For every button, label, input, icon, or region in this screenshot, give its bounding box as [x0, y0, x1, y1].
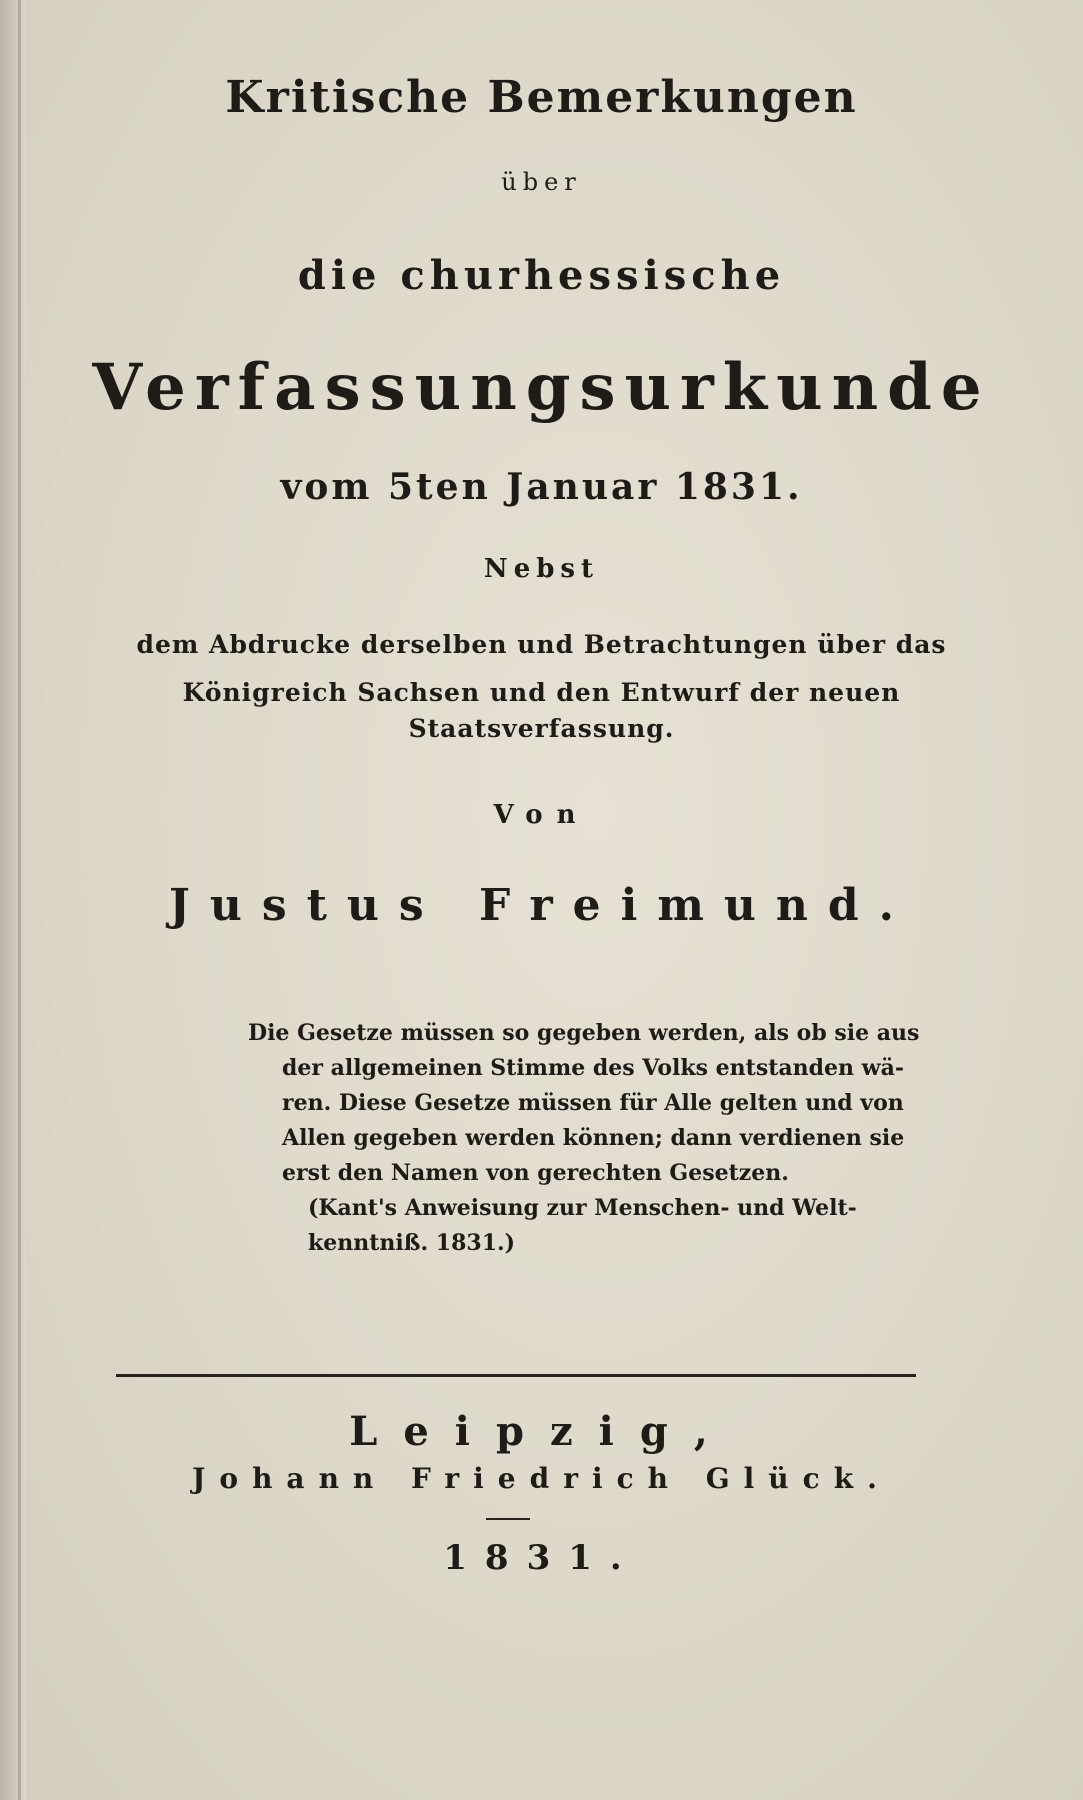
main-title: Verfassungsurkunde	[92, 350, 991, 425]
title-line-3: die churhessische	[297, 252, 786, 299]
motto-citation-line-2: kenntniß. 1831.)	[308, 1230, 516, 1256]
motto-citation-line-1: (Kant's Anweisung zur Menschen- und Welt-	[308, 1195, 857, 1221]
von-label: Von	[493, 800, 590, 830]
title-line-1: Kritische Bemerkungen	[225, 72, 858, 123]
motto-line-4: Allen gegeben werden können; dann verdienen sie	[282, 1125, 905, 1151]
nebst-label: Nebst	[483, 554, 600, 584]
subtitle-line-2: Königreich Sachsen und den Entwurf der neuen	[182, 678, 901, 707]
motto-line-2: der allgemeinen Stimme des Volks entstanden wä-	[282, 1055, 904, 1081]
subtitle-line-1: dem Abdrucke derselben und Betrachtungen über das	[136, 630, 947, 659]
title-line-2: über	[501, 168, 582, 196]
imprint-place: Leipzig,	[349, 1408, 734, 1455]
motto-line-5: erst den Namen von gerechten Gesetzen.	[282, 1160, 789, 1186]
imprint-publisher: Johann Friedrich Glück.	[192, 1462, 891, 1495]
motto-line-3: ren. Diese Gesetze müssen für Alle gelten und von	[282, 1090, 904, 1116]
imprint-divider-rule	[116, 1374, 916, 1377]
year-divider-rule	[486, 1518, 530, 1520]
title-date-line: vom 5ten Januar 1831.	[280, 466, 803, 508]
subtitle-line-3: Staatsverfassung.	[408, 714, 675, 743]
imprint-year: 1831.	[443, 1538, 640, 1578]
author-name: Justus Freimund.	[169, 880, 914, 931]
motto-line-1: Die Gesetze müssen so gegeben werden, als ob sie aus	[248, 1020, 920, 1046]
